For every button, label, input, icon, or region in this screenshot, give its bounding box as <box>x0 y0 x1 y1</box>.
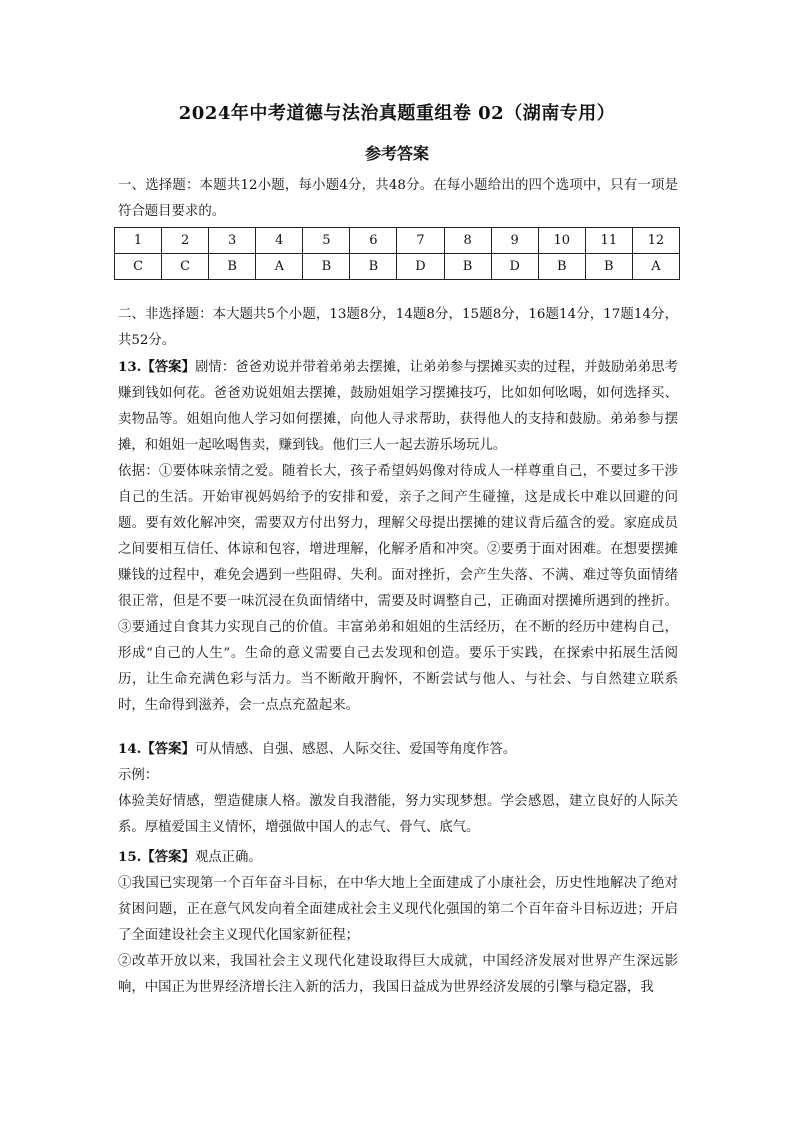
question-number-cell: 2 <box>162 228 209 254</box>
q15-point-2: ②改革开放以来，我国社会主义现代化建设取得巨大成就，中国经济发展对世界产生深远影响，中国正为世界经济增长注入新的活力，我国日益成为世界经济发展的引擎与稳定器，我 <box>118 954 678 995</box>
answer-cell: B <box>585 254 632 280</box>
q15-label: 15.【答案】 <box>118 849 195 865</box>
q13-basis: 依据：①要体味亲情之爱。随着长大，孩子希望妈妈像对待成人一样尊重自己，不要过多干涉自己的生活。开始审视妈妈给予的安排和爱，亲子之间产生碰撞，这是成长中难以回避的问题。要有效化解冲突，需要双方付出努力，理解父母提出摆摊的建议背后蕴含的爱。家庭成员之间要相互信任、体谅和包容，增进理解，化解矛盾和冲突。②要勇于面对困难。在想要摆摊赚钱的过程中，难免会遇到一些阻碍、失利。面对挫折，会产生失落、不满、难过等负面情绪很正常，但是不要一味沉浸在负面情绪中，需要及时调整自己，正确面对摆摊所遇到的挫折。③要通过自食其力实现自己的价值。丰富弟弟和姐姐的生活经历，在不断的经历中建构自己，形成“自己的人生”。生命的意义需要自己去发现和创造。要乐于实践，在探索中拓展生活阅历，让生命充满色彩与活力。当不断敞开胸怀，不断尝试与他人、与社会、与自然建立联系时，生命得到滋养，会一点点充盈起来。 <box>118 464 678 713</box>
question-number-cell: 3 <box>209 228 256 254</box>
answer-cell: B <box>444 254 491 280</box>
answer-cell: D <box>491 254 538 280</box>
page-subtitle: 参考答案 <box>364 144 429 163</box>
answer-cell: B <box>538 254 585 280</box>
question-number-cell: 4 <box>256 228 303 254</box>
question-15 <box>118 844 678 1001</box>
q13-label: 13.【答案】 <box>118 359 195 375</box>
question-number-cell: 11 <box>585 228 632 254</box>
section1-heading-text: 一、选择题：本题共12小题，每小题4分，共48分。在每小题给出的四个选项中，只有一项是符合题目要求的。 <box>118 178 678 219</box>
answer-cell: D <box>397 254 444 280</box>
section1-heading <box>118 173 678 225</box>
q14-label: 14.【答案】 <box>118 741 195 757</box>
answer-cell: B <box>303 254 350 280</box>
answer-table-answer-row <box>115 254 680 280</box>
question-number-cell: 1 <box>115 228 162 254</box>
question-number-cell: 5 <box>303 228 350 254</box>
question-number-cell: 12 <box>632 228 679 254</box>
q14-example-label: 示例： <box>118 768 159 783</box>
question-number-cell: 7 <box>397 228 444 254</box>
page-title: 2024年中考道德与法治真题重组卷 02（湖南专用） <box>178 103 616 124</box>
q14-example: 体验美好情感，塑造健康人格。激发自我潜能，努力实现梦想。学会感恩，建立良好的人际关系。厚植爱国主义情怀，增强做中国人的志气、骨气、底气。 <box>118 794 678 835</box>
question-number-cell: 8 <box>444 228 491 254</box>
question-13 <box>118 354 678 719</box>
question-14 <box>118 736 678 841</box>
section2-heading-text: 二、非选择题：本大题共5个小题，13题8分，14题8分，15题8分，16题14分，17题14分，共52分。 <box>118 307 678 348</box>
question-number-cell: 6 <box>350 228 397 254</box>
section2-heading <box>118 302 678 354</box>
q15-point-1: ①我国已实现第一个百年奋斗目标，在中华大地上全面建成了小康社会，历史性地解决了绝对贫困问题，正在意气风发向着全面建成社会主义现代化强国的第二个百年奋斗目标迈进；开启了全面建设社会主义现代化国家新征程； <box>118 876 678 943</box>
answer-cell: C <box>162 254 209 280</box>
question-number-cell: 9 <box>491 228 538 254</box>
q14-answer: 可从情感、自强、感恩、人际交往、爱国等角度作答。 <box>194 742 517 757</box>
answer-table <box>114 227 680 280</box>
q15-answer: 观点正确。 <box>194 850 262 865</box>
q13-answer: 剧情：爸爸劝说并带着弟弟去摆摊，让弟弟参与摆摊买卖的过程，并鼓励弟弟思考赚到钱如何花。爸爸劝说姐姐去摆摊，鼓励姐姐学习摆摊技巧，比如如何吆喝，如何选择买、卖物品等。姐姐向他人学习如何摆摊，向他人寻求帮助，获得他人的支持和鼓励。弟弟参与摆摊，和姐姐一起吆喝售卖，赚到钱。他们三人一起去游乐场玩儿。 <box>118 360 679 453</box>
answer-cell: A <box>632 254 679 280</box>
answer-cell: B <box>350 254 397 280</box>
answer-cell: B <box>209 254 256 280</box>
question-number-cell: 10 <box>538 228 585 254</box>
answer-cell: A <box>256 254 303 280</box>
answer-cell: C <box>115 254 162 280</box>
answer-table-number-row <box>115 228 680 254</box>
